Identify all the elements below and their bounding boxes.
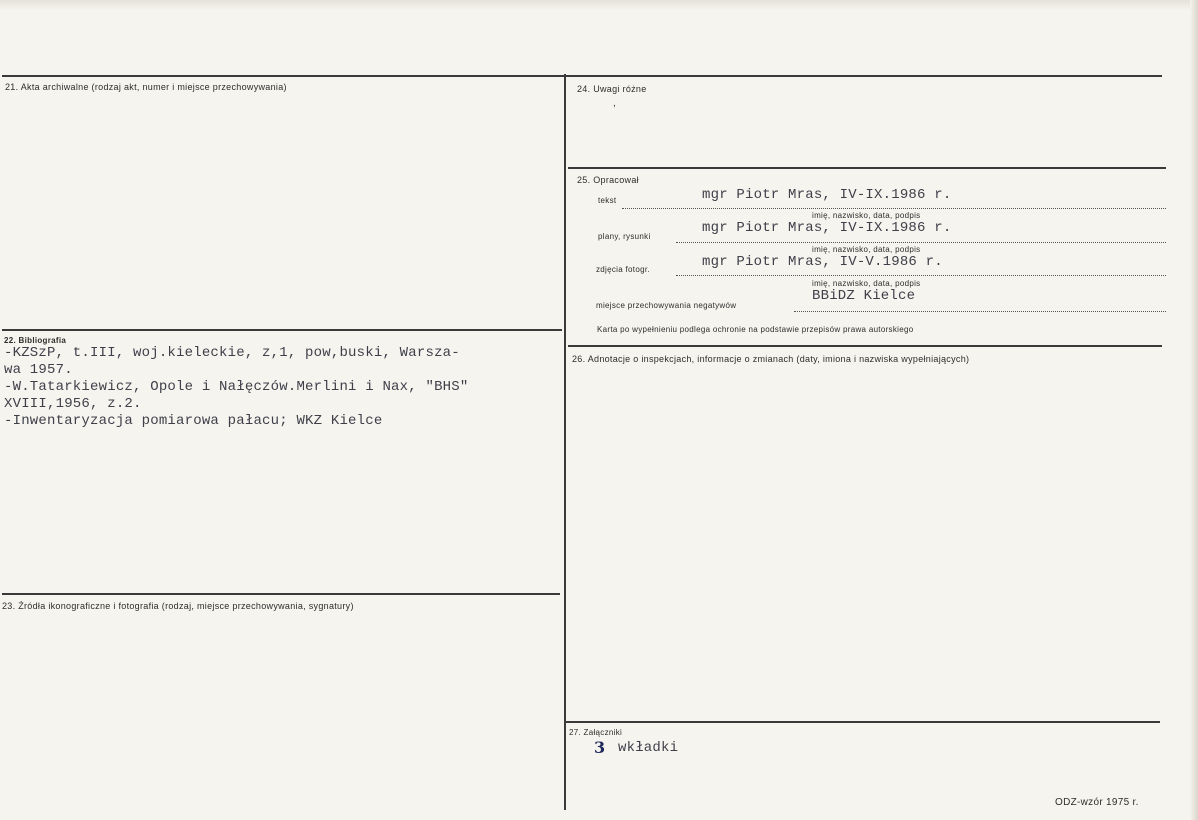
section-25-label: 25. Opracował: [577, 175, 639, 185]
section-27-label: 27. Załączniki: [569, 728, 623, 737]
attachments-value: wkładki: [618, 740, 679, 756]
field-photos-line: [676, 275, 1166, 276]
copyright-note: Karta po wypełnieniu podlega ochronie na podstawie przepisów prawa autorskiego: [597, 325, 914, 334]
sheet-right-edge: [1190, 0, 1198, 820]
rule-23-top: [2, 593, 560, 595]
rule-22-top: [2, 329, 562, 331]
section-26-label: 26. Adnotacje o inspekcjach, informacje o zmianach (daty, imiona i nazwiska wypełniających): [572, 354, 970, 364]
rule-25-top: [568, 167, 1166, 169]
bibliography-line-3: -W.Tatarkiewicz, Opole i Nałęczów.Merlini i Nax, "BHS": [4, 379, 469, 395]
rule-center: [564, 74, 566, 810]
bibliography-line-1: -KZSzP, t.III, woj.kieleckie, z,1, pow,buski, Warsza-: [4, 345, 460, 361]
section-21-label: 21. Akta archiwalne (rodzaj akt, numer i miejsce przechowywania): [5, 82, 287, 92]
rule-27-top: [566, 721, 1160, 723]
field-text-line: [622, 208, 1166, 209]
section-22-label: 22. Bibliografia: [4, 336, 67, 345]
negatives-line: [794, 311, 1166, 312]
field-photos-label: zdjęcia fotogr.: [596, 265, 650, 274]
rule-26-top: [568, 345, 1162, 347]
field-plans-label: plany, rysunki: [598, 232, 651, 241]
negatives-value: BBiDZ Kielce: [812, 288, 916, 304]
field-text-value: mgr Piotr Mras, IV-IX.1986 r.: [702, 187, 952, 203]
field-photos-value: mgr Piotr Mras, IV-V.1986 r.: [702, 254, 943, 270]
bibliography-line-5: -Inwentaryzacja pomiarowa pałacu; WKZ Kielce: [4, 413, 383, 429]
rule-top: [2, 75, 1162, 77]
section-24-mark: ,: [613, 98, 616, 109]
field-plans-line: [676, 242, 1166, 243]
field-plans-caption: imię, nazwisko, data, podpis: [812, 245, 921, 254]
field-photos-caption: imię, nazwisko, data, podpis: [812, 279, 921, 288]
field-plans-value: mgr Piotr Mras, IV-IX.1986 r.: [702, 220, 952, 236]
negatives-label: miejsce przechowywania negatywów: [596, 301, 737, 310]
field-text-caption: imię, nazwisko, data, podpis: [812, 211, 921, 220]
form-footer: ODZ-wzór 1975 r.: [1055, 797, 1139, 808]
field-text-label: tekst: [598, 196, 617, 205]
bibliography-line-4: XVIII,1956, z.2.: [4, 396, 142, 412]
sheet-top-shadow: [0, 0, 1198, 10]
attachments-count: 3: [594, 738, 606, 757]
section-23-label: 23. Źródła ikonograficzne i fotografia (rodzaj, miejsce przechowywania, sygnatury): [2, 601, 354, 611]
section-24-label: 24. Uwagi różne: [577, 84, 647, 94]
bibliography-line-2: wa 1957.: [4, 362, 73, 378]
